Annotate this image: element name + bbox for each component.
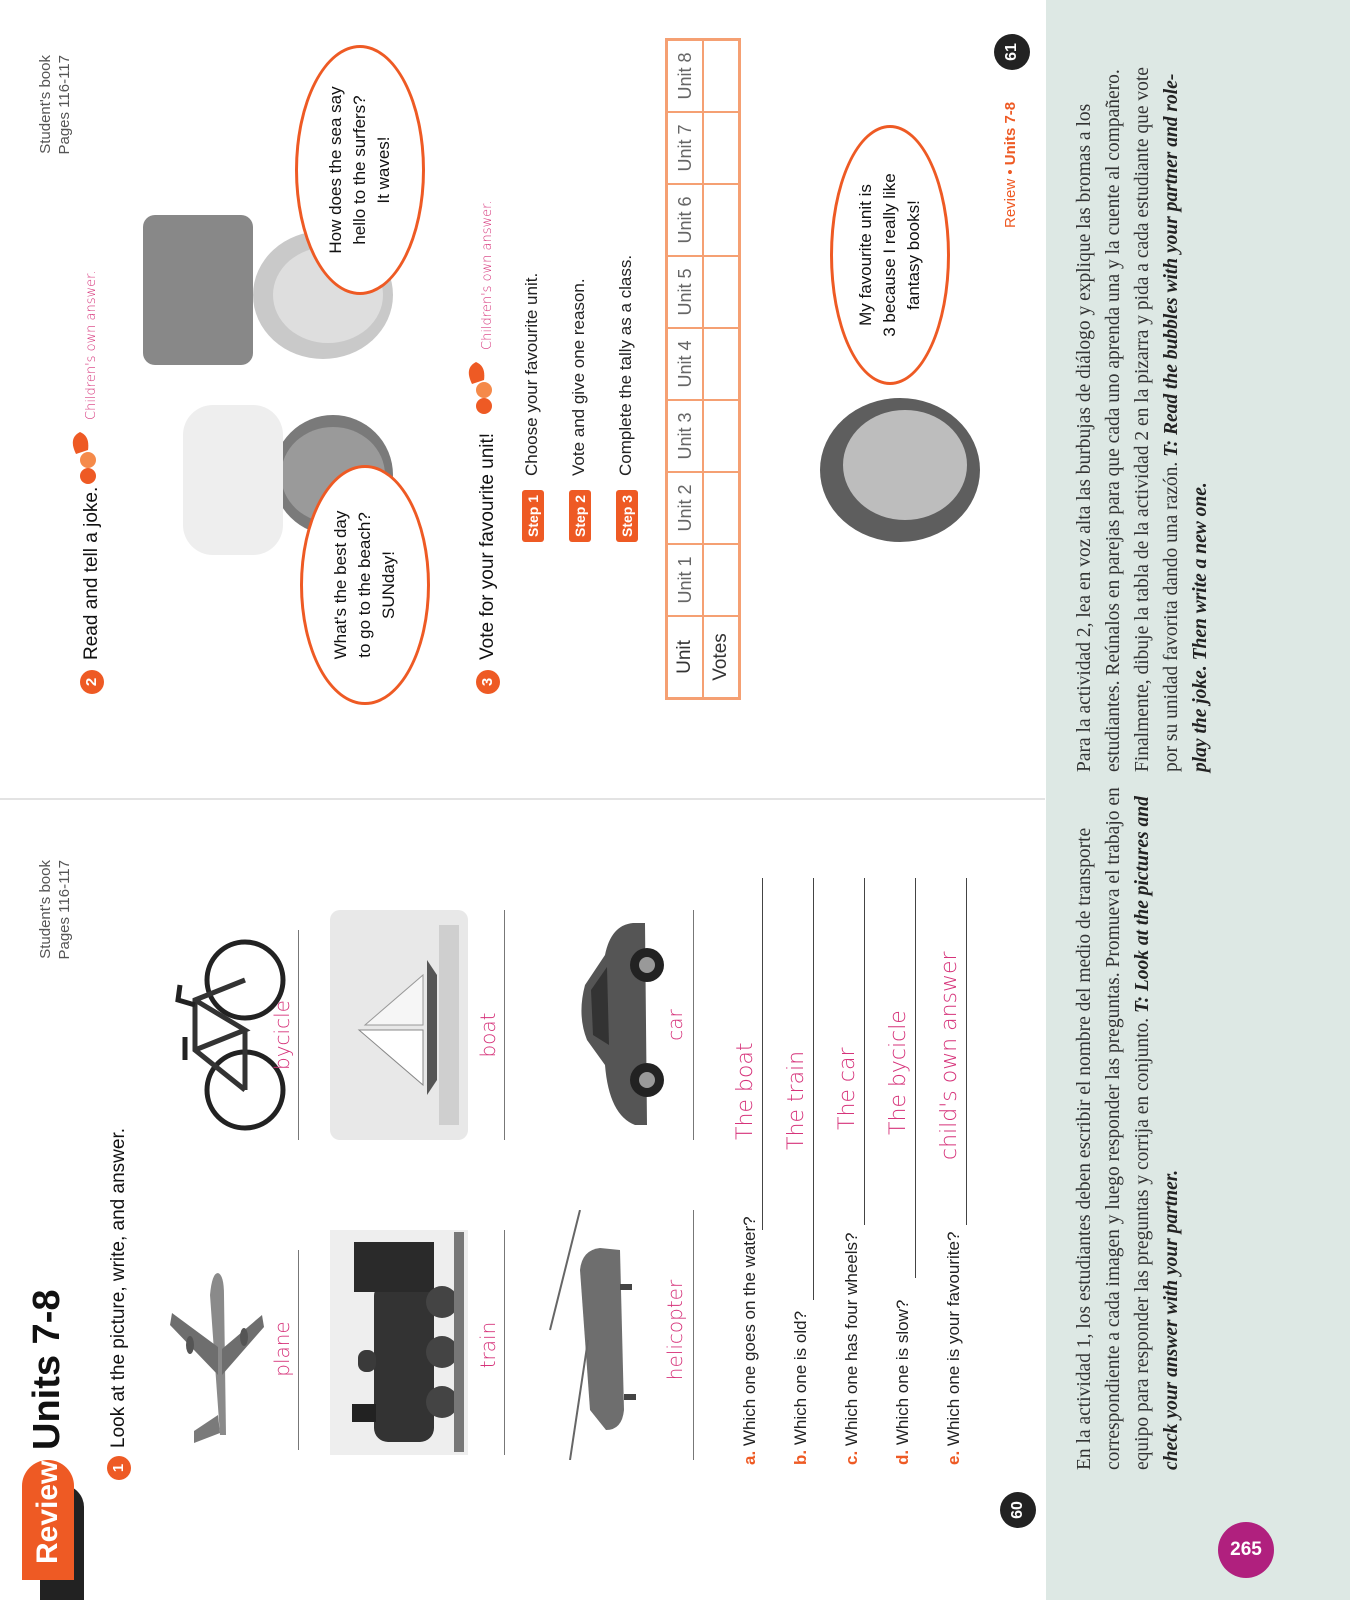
activity-3-instruction: Vote for your favourite unit! — [477, 432, 498, 660]
question-b-letter: b. — [791, 1449, 810, 1465]
answer-line-car — [693, 910, 694, 1140]
tally-table — [665, 38, 741, 700]
page-title: Units 7-8 — [26, 1289, 68, 1450]
bubble-2-line-2: hello to the surfers? — [350, 95, 369, 245]
tally-unit-7: Unit 7 — [667, 112, 704, 184]
answer-line-helicopter — [693, 1210, 694, 1460]
bubble-1-line-1: What's the best day — [331, 510, 350, 660]
footer-bullet: • — [1002, 169, 1019, 175]
bubble-3-line-3: fantasy books! — [904, 200, 923, 310]
bubble-3-line-1: My favourite unit is — [856, 184, 875, 326]
sb-ref-line1: Student's book — [37, 860, 54, 959]
question-e-line[interactable] — [966, 878, 967, 1225]
boat-photo — [330, 910, 468, 1140]
question-b-text: Which one is old? — [791, 1310, 810, 1446]
sb-ref-line2: Pages 116-117 — [56, 860, 73, 960]
bubble-3-line-2: 3 because I really like — [880, 173, 899, 337]
sb-ref-right-line1: Student's book — [37, 55, 54, 154]
answer-train: train — [476, 1321, 500, 1369]
question-e-letter: e. — [944, 1450, 963, 1465]
question-e-text: Which one is your favourite? — [944, 1231, 963, 1447]
votes-cell-7[interactable] — [703, 112, 740, 184]
speech-bubble-favourite — [830, 125, 950, 385]
step-3-text: Complete the tally as a class. — [616, 254, 635, 476]
question-e — [944, 1232, 964, 1465]
question-c-letter: c. — [842, 1450, 861, 1465]
page-footer — [1002, 102, 1019, 228]
tally-unit-1: Unit 1 — [667, 544, 704, 616]
answer-bicycle: bycicle — [270, 1000, 294, 1070]
bubble-2-line-1: How does the sea say — [326, 86, 345, 254]
question-c-line[interactable] — [864, 878, 865, 1225]
votes-cell-8[interactable] — [703, 40, 740, 113]
teacher-note-2-prompt: T: Read the bubbles with your partner and role-play the joke. Then write a new one. — [1161, 73, 1211, 772]
students-book-ref — [36, 860, 74, 980]
speech-bubble-joke-1 — [300, 465, 430, 705]
teacher-note-2-text: Para la actividad 2, lea en voz alta las burbujas de diálogo y explique las bromas a los estudiantes. Reúnalos en parejas para que cada uno aprenda una y la cuente al compañero. Finalmente, dibuje la tabla de la actividad 2 en la pizarra y pida a cada estudiante que vote por su unidad favorita dando una razón. — [1074, 67, 1182, 772]
answer-plane: plane — [270, 1321, 294, 1377]
step-2-text: Vote and give one reason. — [569, 278, 588, 476]
tally-unit-6: Unit 6 — [667, 184, 704, 256]
speech-bubble-joke-2 — [295, 45, 425, 295]
step-1-text: Choose your favourite unit. — [522, 272, 541, 476]
question-a-text: Which one goes on the water? — [740, 1216, 759, 1447]
bubble-2-line-3: It waves! — [374, 136, 393, 204]
teacher-note-1-prompt: T: Look at the pictures and check your answer with your partner. — [1132, 796, 1182, 1470]
question-b — [791, 1311, 811, 1465]
page-number-61: 61 — [994, 34, 1030, 70]
step-3-badge: Step 3 — [616, 490, 638, 542]
guide-page-number: 265 — [1218, 1522, 1274, 1578]
teacher-note-1-text: En la actividad 1, los estudiantes deben escribir el nombre del medio de transporte correspondiente a cada imagen y luego responder las preguntas. Promueva el trabajo en equipo para responder las preguntas y corrija en conjunto. — [1074, 787, 1153, 1470]
question-a — [740, 1216, 760, 1465]
question-d-text: Which one is slow? — [893, 1299, 912, 1446]
tally-unit-8: Unit 8 — [667, 40, 704, 113]
car-photo — [560, 910, 680, 1140]
bubble-1-line-2: to go to the beach? — [355, 512, 374, 658]
footer-units: Units 7-8 — [1002, 101, 1019, 166]
question-a-letter: a. — [740, 1450, 759, 1465]
activity-3-number: 3 — [476, 670, 500, 694]
activity-2-instruction: Read and tell a joke. — [81, 486, 102, 660]
question-d-line[interactable] — [915, 878, 916, 1278]
question-c-text: Which one has four wheels? — [842, 1232, 861, 1447]
question-a-answer: The boat — [733, 1042, 758, 1140]
tally-unit-3: Unit 3 — [667, 400, 704, 472]
teacher-note-activity-1 — [1070, 750, 1186, 1470]
activity-2-own-answer: Children's own answer. — [84, 270, 99, 420]
votes-cell-6[interactable] — [703, 184, 740, 256]
tally-unit-5: Unit 5 — [667, 256, 704, 328]
step-1-badge: Step 1 — [522, 490, 544, 542]
tally-votes-header: Votes — [703, 616, 740, 699]
teacher-note-activity-2 — [1070, 52, 1215, 772]
activity-1-number: 1 — [107, 1456, 131, 1480]
question-b-answer: The train — [784, 1050, 809, 1150]
question-d-answer: The bycicle — [886, 1010, 911, 1135]
votes-cell-3[interactable] — [703, 400, 740, 472]
question-d-letter: d. — [893, 1449, 912, 1465]
answer-line-bicycle — [298, 930, 299, 1140]
votes-cell-4[interactable] — [703, 328, 740, 400]
page-number-60: 60 — [1000, 1492, 1036, 1528]
girl-favourite-photo — [800, 370, 1000, 570]
answer-helicopter: helicopter — [663, 1279, 687, 1381]
helicopter-photo — [530, 1210, 670, 1460]
step-2-badge: Step 2 — [569, 490, 591, 542]
plane-photo — [140, 1260, 290, 1450]
question-b-line[interactable] — [813, 878, 814, 1300]
students-book-ref-right — [36, 55, 74, 175]
votes-cell-2[interactable] — [703, 472, 740, 544]
tally-unit-2: Unit 2 — [667, 472, 704, 544]
review-tab: Review — [22, 1460, 74, 1580]
votes-cell-5[interactable] — [703, 256, 740, 328]
tally-unit-row — [667, 40, 704, 699]
sb-ref-right-line2: Pages 116-117 — [56, 55, 73, 155]
question-d — [893, 1300, 913, 1465]
question-e-answer: child's own answer — [937, 951, 962, 1160]
question-c-answer: The car — [835, 1047, 860, 1130]
answer-car: car — [663, 1009, 687, 1041]
answer-boat: boat — [476, 1012, 500, 1058]
tally-unit-header: Unit — [667, 616, 704, 699]
activity-2-number: 2 — [80, 670, 104, 694]
answer-line-boat — [504, 910, 505, 1140]
group-work-icon — [466, 360, 506, 420]
question-a-line[interactable] — [762, 878, 763, 1230]
page-gutter — [0, 798, 1045, 800]
question-c — [842, 1233, 862, 1465]
pair-work-icon — [70, 430, 110, 490]
votes-cell-1[interactable] — [703, 544, 740, 616]
train-photo — [330, 1230, 468, 1455]
activity-3-own-answer: Children's own answer. — [480, 200, 495, 350]
answer-line-train — [504, 1230, 505, 1455]
answer-line-plane — [298, 1250, 299, 1450]
footer-review: Review — [1002, 178, 1019, 228]
bubble-1-line-3: SUNday! — [379, 550, 398, 620]
tally-votes-row — [703, 40, 740, 699]
tally-unit-4: Unit 4 — [667, 328, 704, 400]
activity-1-instruction: Look at the picture, write, and answer. — [108, 1127, 129, 1448]
